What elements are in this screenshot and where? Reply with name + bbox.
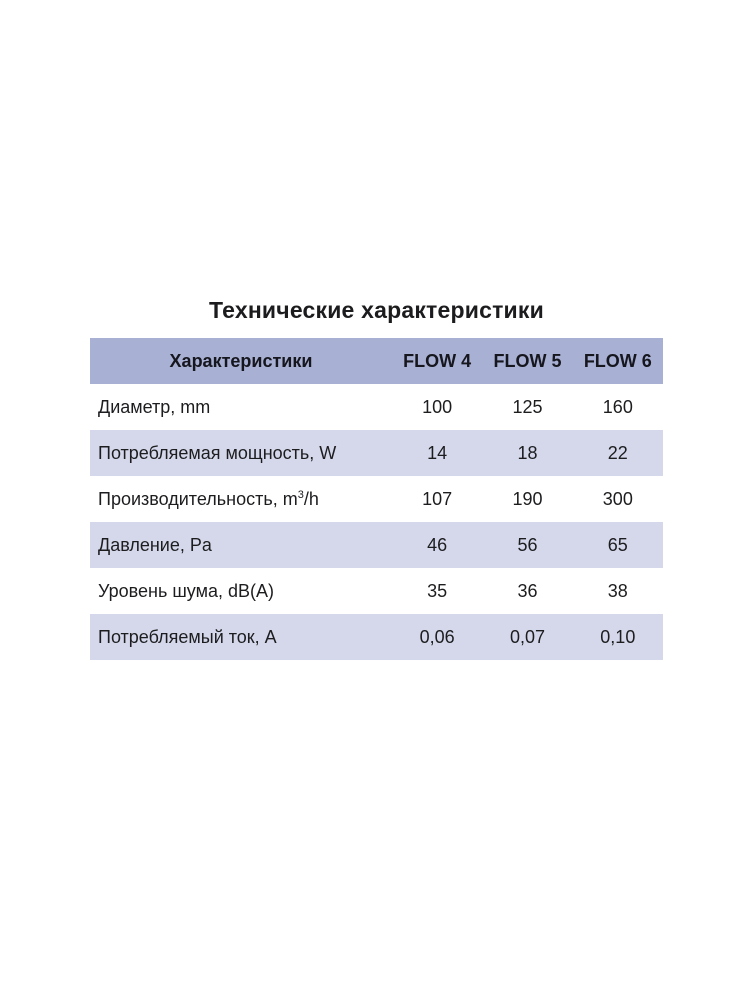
- spec-label: Давление, Pa: [98, 534, 212, 555]
- spec-value: 190: [512, 488, 543, 509]
- header-characteristics: Характеристики: [169, 350, 313, 371]
- spec-label: Потребляемый ток, A: [98, 626, 277, 647]
- spec-value: 0,07: [509, 626, 546, 647]
- spec-value: 18: [517, 442, 538, 463]
- specs-table: [90, 338, 663, 660]
- table-header-row: [90, 338, 663, 384]
- table-row-pressure: [90, 522, 663, 568]
- spec-value: 107: [422, 488, 453, 509]
- spec-value: 38: [607, 580, 628, 601]
- spec-value: 46: [427, 534, 448, 555]
- spec-value: 22: [607, 442, 628, 463]
- spec-value: 0,10: [600, 626, 636, 647]
- spec-value: 100: [422, 396, 453, 417]
- spec-label: [90, 489, 392, 510]
- table-row-airflow: [90, 476, 663, 522]
- header-flow-4: FLOW 4: [403, 350, 472, 371]
- table-row-noise: [90, 568, 663, 614]
- page-title: Технические характеристики: [209, 297, 544, 323]
- spec-value: 300: [602, 488, 633, 509]
- header-flow-6: FLOW 6: [583, 350, 652, 371]
- spec-label: Диаметр, mm: [98, 396, 211, 417]
- spec-value: 125: [512, 396, 543, 417]
- spec-value: 36: [517, 580, 538, 601]
- spec-label: Потребляемая мощность, W: [98, 442, 337, 463]
- spec-value: 35: [427, 580, 448, 601]
- spec-value: 14: [427, 442, 448, 463]
- table-row-power: [90, 430, 663, 476]
- spec-value: 56: [517, 534, 538, 555]
- spec-label-text: /h: [303, 488, 319, 509]
- spec-value: 65: [607, 534, 628, 555]
- table-row-current: [90, 614, 663, 660]
- header-flow-5: FLOW 5: [493, 350, 562, 371]
- spec-value: 160: [602, 396, 633, 417]
- spec-value: 0,06: [419, 626, 455, 647]
- table-row-diameter: [90, 384, 663, 430]
- spec-label: Уровень шума, dB(A): [98, 580, 274, 601]
- spec-label-superscript: 3: [297, 488, 304, 501]
- spec-label-text: Производительность, m: [98, 488, 298, 509]
